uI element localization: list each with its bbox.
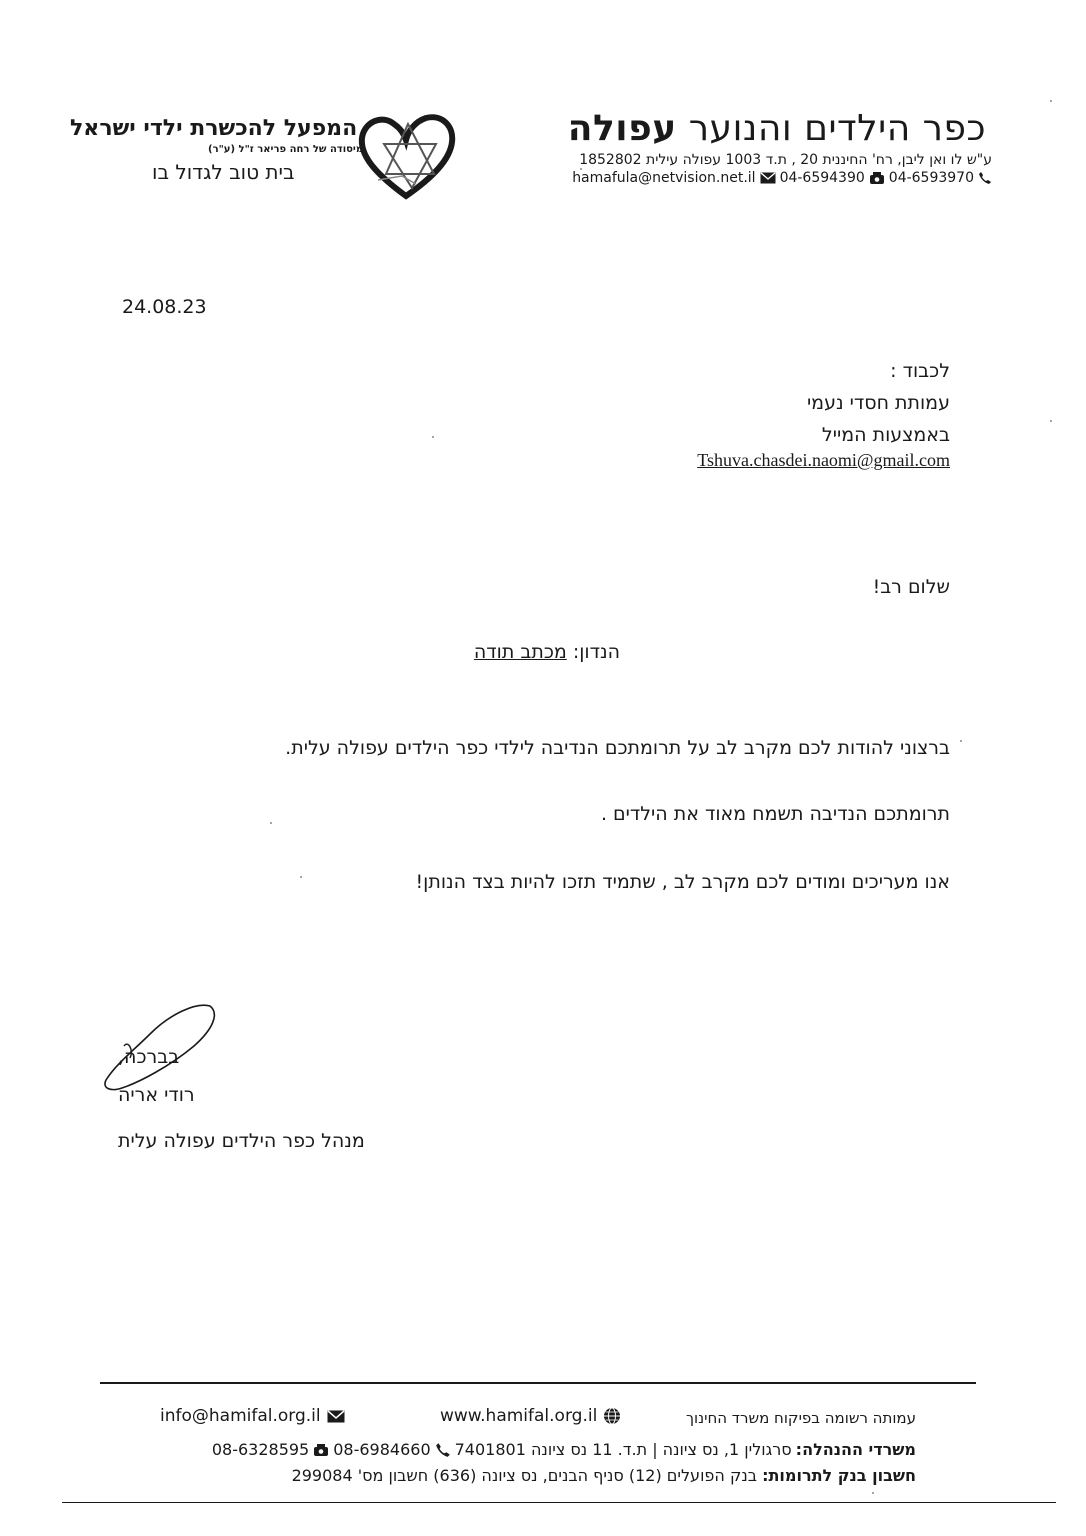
footer-divider <box>100 1382 976 1384</box>
fax-icon <box>869 171 885 185</box>
org-contact-line <box>572 170 992 186</box>
org-title-bold: עפולה <box>567 108 677 149</box>
footer-offices <box>212 1440 916 1459</box>
recipient-org: עמותת חסדי נעמי <box>806 392 950 414</box>
org-title <box>568 108 986 149</box>
recipient-email: Tshuva.chasdei.naomi@gmail.com <box>697 450 950 470</box>
subject-value: מכתב תודה <box>473 641 567 663</box>
scan-speck <box>300 876 302 878</box>
org-fax: 04-6594390 <box>779 170 865 186</box>
footer-email <box>160 1406 345 1426</box>
org-address: ע"ש לו ואן ליבן, רח' החיננית 20 , ת.ד 1003 עפולה עילית 1852802 <box>579 152 992 168</box>
partner-subtitle: מיסודה של רחה פריאר ז"ל (ע"ר) <box>208 144 364 155</box>
envelope-icon <box>327 1410 345 1423</box>
fax-icon <box>313 1443 329 1457</box>
partner-tagline: בית טוב לגדול בו <box>152 160 295 184</box>
footer-offices-address: סרגולין 1, נס ציונה | ת.ד. 11 נס ציונה 7401801 <box>454 1440 792 1459</box>
scan-speck <box>432 436 434 438</box>
scan-speck <box>1050 420 1052 422</box>
scan-speck <box>960 740 962 742</box>
letter-date: 24.08.23 <box>122 296 207 318</box>
heart-star-logo <box>356 110 456 202</box>
footer-offices-phone: 08-6984660 <box>333 1440 431 1459</box>
partner-name: המפעל להכשרת ילדי ישראל <box>70 116 358 141</box>
footer-website-text: www.hamifal.org.il <box>440 1406 598 1426</box>
phone-icon <box>978 171 992 185</box>
signoff: בברכה, <box>118 1046 180 1068</box>
subject-label: הנדון: <box>572 641 620 663</box>
scan-speck <box>872 1492 874 1494</box>
envelope-icon <box>760 172 776 184</box>
scan-speck <box>580 168 582 170</box>
recipient-via: באמצעות המייל <box>821 424 950 446</box>
footer-website <box>440 1406 621 1426</box>
org-phone: 04-6593970 <box>888 170 974 186</box>
body-paragraph-3: אנו מעריכים ומודים לכם מקרב לב , שתמיד תזכו להיות בצד הנותן! <box>415 871 950 893</box>
globe-icon <box>603 1407 621 1425</box>
org-email: hamafula@netvision.net.il <box>572 170 756 186</box>
footer-registration: עמותה רשומה בפיקוח משרד החינוך <box>685 1409 916 1427</box>
footer-bottom-divider <box>62 1502 1056 1503</box>
body-paragraph-2: תרומתכם הנדיבה תשמח מאוד את הילדים . <box>600 803 950 825</box>
greeting: שלום רב! <box>872 576 950 598</box>
footer-offices-fax: 08-6328595 <box>211 1440 310 1459</box>
footer-email-text: info@hamifal.org.il <box>160 1406 321 1426</box>
footer-bank <box>292 1466 916 1485</box>
signer-title: מנהל כפר הילדים עפולה עלית <box>118 1130 365 1152</box>
recipient-label: לכבוד : <box>890 360 950 382</box>
footer-offices-label: משרדי ההנהלה: <box>795 1440 916 1459</box>
footer-bank-details: בנק הפועלים (12) סניף הבנים, נס ציונה (636) חשבון מס' 299084 <box>291 1466 757 1485</box>
subject-line <box>474 641 620 663</box>
scan-speck <box>270 822 272 824</box>
scan-speck <box>1050 100 1052 102</box>
phone-icon <box>435 1442 451 1458</box>
signer-name: רודי אריה <box>118 1084 195 1106</box>
org-title-regular: כפר הילדים והנוער <box>688 108 986 149</box>
body-paragraph-1: ברצוני להודות לכם מקרב לב על תרומתכם הנדיבה לילדי כפר הילדים עפולה עלית. <box>285 737 950 759</box>
footer-bank-label: חשבון בנק לתרומות: <box>762 1466 916 1485</box>
